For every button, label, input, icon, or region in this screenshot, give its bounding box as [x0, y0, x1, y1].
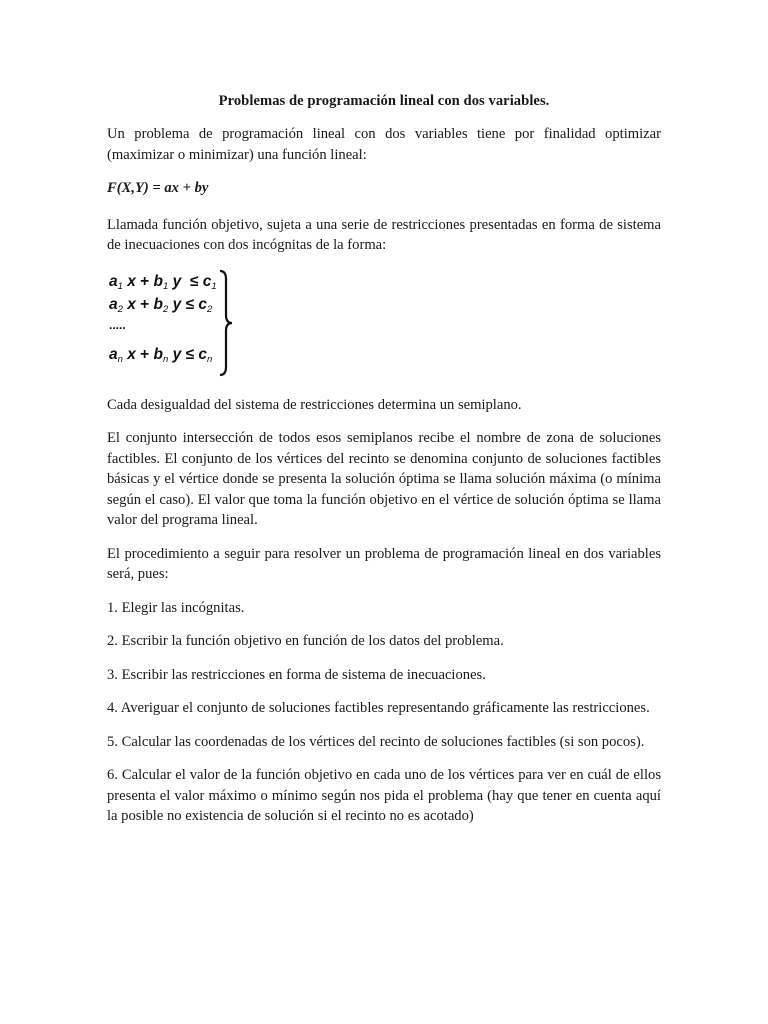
inequality-row-n: $a_n$ $x + b_n$ $y \le c_n$	[109, 345, 213, 365]
document-title: Problemas de programación lineal con dos variables.	[218, 93, 550, 109]
inequality-ellipsis: .....	[109, 317, 126, 332]
procedimiento-paragraph: El procedimiento a seguir para resolver un problema de programación lineal en dos variables será, pues:	[107, 545, 661, 582]
restrictions-paragraph: Llamada función objetivo, sujeta a una serie de restricciones presentadas en forma de sistema de inecuaciones con dos incógnitas de la forma:	[107, 216, 661, 253]
semiplano-paragraph: Cada desigualdad del sistema de restricciones determina un semiplano.	[107, 396, 522, 413]
inequality-system	[107, 269, 661, 381]
inequality-row-1: $a_1$ $x + b_1$ $y \le c_1$	[109, 272, 217, 292]
inequality-row-2: $a_2$ $x + b_2$ $y \le c_2$	[109, 295, 213, 315]
list-item: 2. Escribir la función objetivo en función de los datos del problema.	[107, 633, 504, 649]
intro-paragraph: Un problema de programación lineal con dos variables tiene por finalidad optimizar (maximizar o minimizar) una función lineal:	[107, 126, 661, 163]
list-item: 5. Calcular las coordenadas de los vértices del recinto de soluciones factibles (si son pocos).	[107, 733, 645, 750]
list-item: 1. Elegir las incógnitas.	[107, 599, 245, 616]
list-item: 6. Calcular el valor de la función objetivo en cada uno de los vértices para ver en cuál de ellos presenta el valor máximo o mínimo según nos pida el problema (hay que tener en cuenta aquí la posible no existencia de solución si el recinto no es acotado)	[107, 767, 661, 824]
list-item: 4. Averiguar el conjunto de soluciones factibles representando gráficamente las restricciones.	[107, 700, 650, 716]
conjunto-paragraph: El conjunto intersección de todos esos semiplanos recibe el nombre de zona de soluciones factibles. El conjunto de los vértices del recinto se denomina conjunto de soluciones factibles básicas y el vértice donde se presenta la solución óptima se llama solución máxima (o mínima según el caso). El valor que toma la función objetivo en el vértice de solución óptima se llama valor del programa lineal.	[107, 430, 661, 528]
objective-function-formula: F(X,Y) = ax + by	[107, 180, 209, 196]
list-item: 3. Escribir las restricciones en forma de sistema de inecuaciones.	[107, 666, 486, 683]
right-brace-icon	[217, 269, 235, 377]
